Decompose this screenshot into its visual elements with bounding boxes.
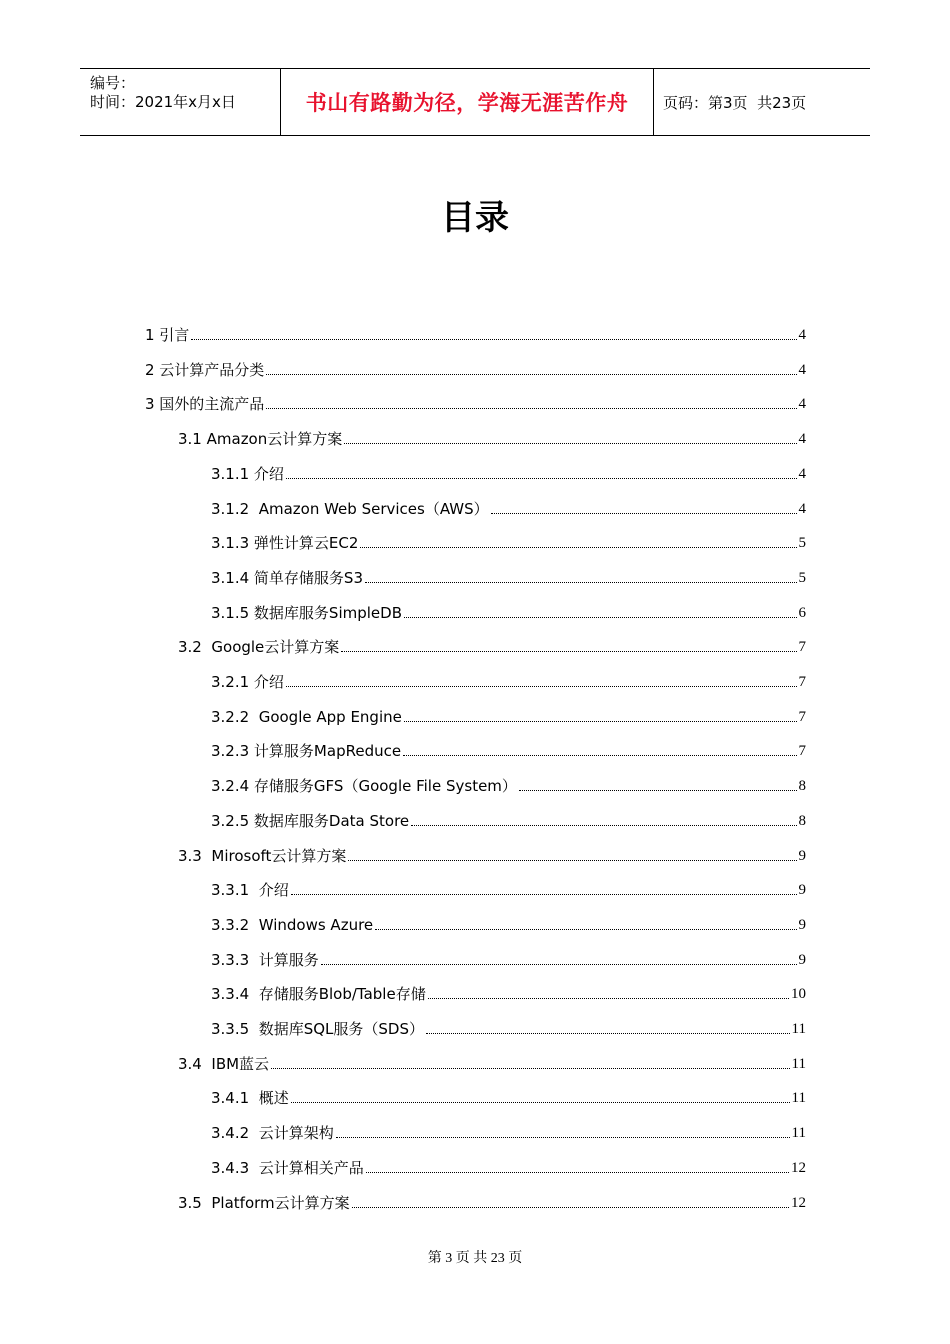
toc-leader-dots xyxy=(291,894,797,895)
toc-entry-page: 12 xyxy=(791,1159,806,1176)
toc-entry-label: 3.3 Mirosoft云计算方案 xyxy=(178,846,347,865)
toc-entry[interactable] xyxy=(211,522,806,552)
toc-leader-dots xyxy=(404,721,797,722)
toc-entry-page: 12 xyxy=(791,1194,806,1211)
toc-entry[interactable] xyxy=(211,800,806,830)
toc-entry[interactable] xyxy=(178,1043,806,1073)
toc-entry-label: 3.1.3 弹性计算云EC2 xyxy=(211,534,359,553)
toc-entry-label: 3.3.1 介绍 xyxy=(211,881,289,900)
toc-leader-dots xyxy=(286,478,797,479)
toc-entry[interactable] xyxy=(211,488,806,518)
toc-entry-label: 3.4 IBM蓝云 xyxy=(178,1054,270,1073)
header-time-label: 时间：2021年x月x日 xyxy=(90,93,236,111)
toc-entry-label: 3.1.2 Amazon Web Services（AWS） xyxy=(211,499,489,518)
toc-entry-page: 9 xyxy=(798,951,806,968)
toc-entry-label: 3.5 Platform云计算方案 xyxy=(178,1193,350,1212)
toc-entry-page: 7 xyxy=(798,708,806,725)
toc-entry-page: 11 xyxy=(791,1055,806,1072)
toc-entry-page: 6 xyxy=(798,604,806,621)
toc-entry-page: 11 xyxy=(791,1125,806,1142)
toc-entry-label: 3.2.4 存储服务GFS（Google File System） xyxy=(211,777,517,796)
toc-entry-label: 3.3.3 计算服务 xyxy=(211,950,319,969)
toc-leader-dots xyxy=(411,825,796,826)
page-footer: 第 3 页 共 23 页 xyxy=(427,1251,523,1266)
toc-entry-label: 3.1.4 简单存储服务S3 xyxy=(211,568,364,587)
toc-entry-page: 7 xyxy=(798,639,806,656)
toc-entry[interactable] xyxy=(211,1112,806,1142)
toc-leader-dots xyxy=(348,860,796,861)
toc-leader-dots xyxy=(286,686,797,687)
toc-entry-label: 3.2.2 Google App Engine xyxy=(211,707,402,726)
toc-entry-label: 3.1.1 介绍 xyxy=(211,464,284,483)
toc-entry-page: 7 xyxy=(798,743,806,760)
toc-entry-label: 3.3.4 存储服务Blob/Table存储 xyxy=(211,985,426,1004)
toc-entry-label: 3.4.2 云计算架构 xyxy=(211,1124,334,1143)
toc-leader-dots xyxy=(344,443,796,444)
toc-entry-label: 3.3.5 数据库SQL服务（SDS） xyxy=(211,1020,424,1038)
toc-entry-page: 9 xyxy=(798,916,806,933)
toc-leader-dots xyxy=(491,513,797,514)
toc-entry-page: 4 xyxy=(798,327,806,343)
toc-entry-label: 1 引言 xyxy=(145,326,190,344)
toc-entry-label: 3 国外的主流产品 xyxy=(145,395,265,414)
page-title: 目录 xyxy=(441,198,509,238)
toc-entry[interactable] xyxy=(211,592,806,622)
toc-entry-label: 3.3.2 Windows Azure xyxy=(211,915,374,934)
toc-entry-label: 3.1.5 数据库服务SimpleDB xyxy=(211,603,402,622)
header-motto: 书山有路勤为径，学海无涯苦作舟 xyxy=(281,69,654,135)
toc-entry[interactable] xyxy=(211,973,806,1003)
toc-entry[interactable] xyxy=(211,869,806,899)
toc-entry-page: 5 xyxy=(798,535,806,552)
toc-entry-label: 3.1 Amazon云计算方案 xyxy=(178,430,343,449)
toc-entry[interactable] xyxy=(211,904,806,934)
toc-entry-label: 3.2.3 计算服务MapReduce xyxy=(211,742,402,761)
toc-leader-dots xyxy=(352,1207,789,1208)
toc-entry[interactable] xyxy=(178,418,806,448)
toc-entry[interactable] xyxy=(211,1147,806,1177)
toc-entry[interactable] xyxy=(178,626,806,656)
toc-leader-dots xyxy=(291,1102,790,1103)
toc-entry[interactable] xyxy=(211,939,806,969)
toc-entry-page: 11 xyxy=(791,1090,806,1107)
toc-entry[interactable] xyxy=(211,453,806,483)
toc-entry-label: 3.2 Google云计算方案 xyxy=(178,638,340,657)
toc-entry-page: 7 xyxy=(798,674,806,690)
toc-leader-dots xyxy=(375,929,796,930)
toc-entry-page: 9 xyxy=(798,882,806,899)
toc-entry[interactable] xyxy=(211,730,806,760)
toc-entry[interactable] xyxy=(211,1077,806,1107)
toc-leader-dots xyxy=(426,1033,790,1034)
toc-entry-label: 3.2.5 数据库服务Data Store xyxy=(211,811,410,830)
toc-entry-page: 4 xyxy=(798,361,806,378)
toc-entry-page: 10 xyxy=(791,986,806,1003)
toc-leader-dots xyxy=(428,998,789,999)
toc-leader-dots xyxy=(519,790,797,791)
toc-entry-page: 4 xyxy=(798,465,806,482)
toc-entry-page: 4 xyxy=(798,396,806,413)
toc-entry[interactable] xyxy=(211,1008,806,1038)
toc-entry-label: 3.4.3 云计算相关产品 xyxy=(211,1158,364,1177)
toc-entry[interactable] xyxy=(145,314,806,344)
page-header xyxy=(80,68,870,136)
toc-leader-dots xyxy=(266,408,796,409)
toc-entry[interactable] xyxy=(211,661,806,691)
toc-entry[interactable] xyxy=(178,835,806,865)
header-number-label: 编号： xyxy=(90,74,136,92)
toc-entry[interactable] xyxy=(178,1182,806,1212)
toc-leader-dots xyxy=(191,339,796,340)
toc-entry[interactable] xyxy=(211,696,806,726)
toc-entry-label: 3.4.1 概述 xyxy=(211,1089,289,1108)
toc-leader-dots xyxy=(341,651,796,652)
toc-leader-dots xyxy=(266,374,796,375)
toc-entry-page: 8 xyxy=(798,812,806,829)
toc-entry[interactable] xyxy=(145,383,806,413)
toc-entry-label: 3.2.1 介绍 xyxy=(211,673,284,691)
toc-leader-dots xyxy=(404,617,797,618)
toc-entry-page: 4 xyxy=(798,500,806,517)
toc-entry-page: 9 xyxy=(798,847,806,864)
toc-entry-page: 5 xyxy=(798,569,806,586)
toc-leader-dots xyxy=(271,1068,789,1069)
toc-leader-dots xyxy=(321,964,797,965)
toc-entry[interactable] xyxy=(145,349,806,379)
toc-leader-dots xyxy=(403,755,796,756)
header-page-info: 页码：第3页 共23页 xyxy=(663,93,807,112)
toc-entry[interactable] xyxy=(211,765,806,795)
header-meta xyxy=(80,69,281,135)
toc-entry-page: 11 xyxy=(791,1021,806,1037)
toc-leader-dots xyxy=(360,547,796,548)
toc-leader-dots xyxy=(336,1137,790,1138)
toc-entry-page: 4 xyxy=(798,431,806,448)
toc-entry-page: 8 xyxy=(798,778,806,795)
toc-leader-dots xyxy=(365,582,796,583)
toc-leader-dots xyxy=(366,1172,789,1173)
toc-entry[interactable] xyxy=(211,557,806,587)
toc-entry-label: 2 云计算产品分类 xyxy=(145,360,265,379)
